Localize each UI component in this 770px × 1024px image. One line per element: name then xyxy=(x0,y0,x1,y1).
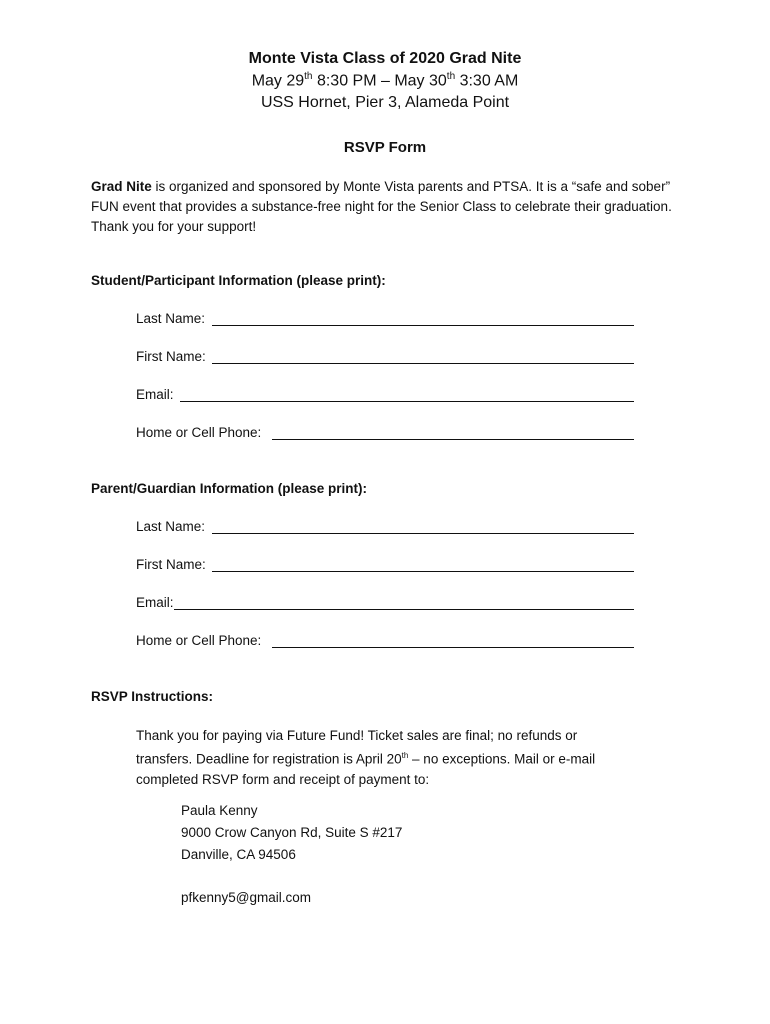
intro-bold-lead: Grad Nite xyxy=(91,179,152,194)
instructions-text xyxy=(136,726,626,790)
instructions-heading: RSVP Instructions: xyxy=(91,689,214,704)
contact-name: Paula Kenny xyxy=(181,803,258,818)
instructions-text-b: – no exceptions. Mail or e-mail completed RSVP form and receipt of payment to: xyxy=(136,751,596,787)
intro-text: is organized and sponsored by Monte Vista parents and PTSA. It is a “safe and sober” FUN event that provides a substance-free night for the Senior Class to celebrate their graduation. Thank you for your support! xyxy=(91,179,672,234)
instructions-text-a: Thank you for paying via Future Fund! Ticket sales are final; no refunds or transfers. Deadline for registration is April 20 xyxy=(136,728,578,767)
student-phone-label: Home or Cell Phone: xyxy=(136,425,262,440)
date-start-sup: th xyxy=(304,71,313,82)
page-title: Monte Vista Class of 2020 Grad Nite xyxy=(248,50,522,67)
student-heading: Student/Participant Information (please print): xyxy=(91,273,386,288)
event-venue: USS Hornet, Pier 3, Alameda Point xyxy=(260,94,510,111)
student-phone-field[interactable] xyxy=(272,439,634,440)
parent-phone-field[interactable] xyxy=(272,647,634,648)
student-first-name-field[interactable] xyxy=(212,363,634,364)
form-title: RSVP Form xyxy=(343,139,427,156)
student-email-field[interactable] xyxy=(180,401,634,402)
contact-street: 9000 Crow Canyon Rd, Suite S #217 xyxy=(181,825,403,840)
student-last-name-field[interactable] xyxy=(212,325,634,326)
parent-first-name-field[interactable] xyxy=(212,571,634,572)
date-end-sup: th xyxy=(446,71,456,82)
date-end: 3:30 AM xyxy=(455,72,519,90)
parent-first-name-label: First Name: xyxy=(136,557,206,572)
date-start: May 29 xyxy=(251,72,305,90)
student-last-name-label: Last Name: xyxy=(136,311,206,326)
contact-email[interactable]: pfkenny5@gmail.com xyxy=(181,890,312,905)
parent-email-label: Email: xyxy=(136,595,174,610)
parent-email-field[interactable] xyxy=(174,609,634,610)
parent-last-name-label: Last Name: xyxy=(136,519,206,534)
student-first-name-label: First Name: xyxy=(136,349,206,364)
date-mid: 8:30 PM – May 30 xyxy=(312,72,447,90)
event-date xyxy=(0,71,770,90)
parent-phone-label: Home or Cell Phone: xyxy=(136,633,262,648)
instructions-text-sup: th xyxy=(401,751,409,760)
parent-last-name-field[interactable] xyxy=(212,533,634,534)
student-email-label: Email: xyxy=(136,387,174,402)
intro-paragraph xyxy=(91,177,691,237)
contact-city: Danville, CA 94506 xyxy=(181,847,296,862)
parent-heading: Parent/Guardian Information (please print): xyxy=(91,481,368,496)
